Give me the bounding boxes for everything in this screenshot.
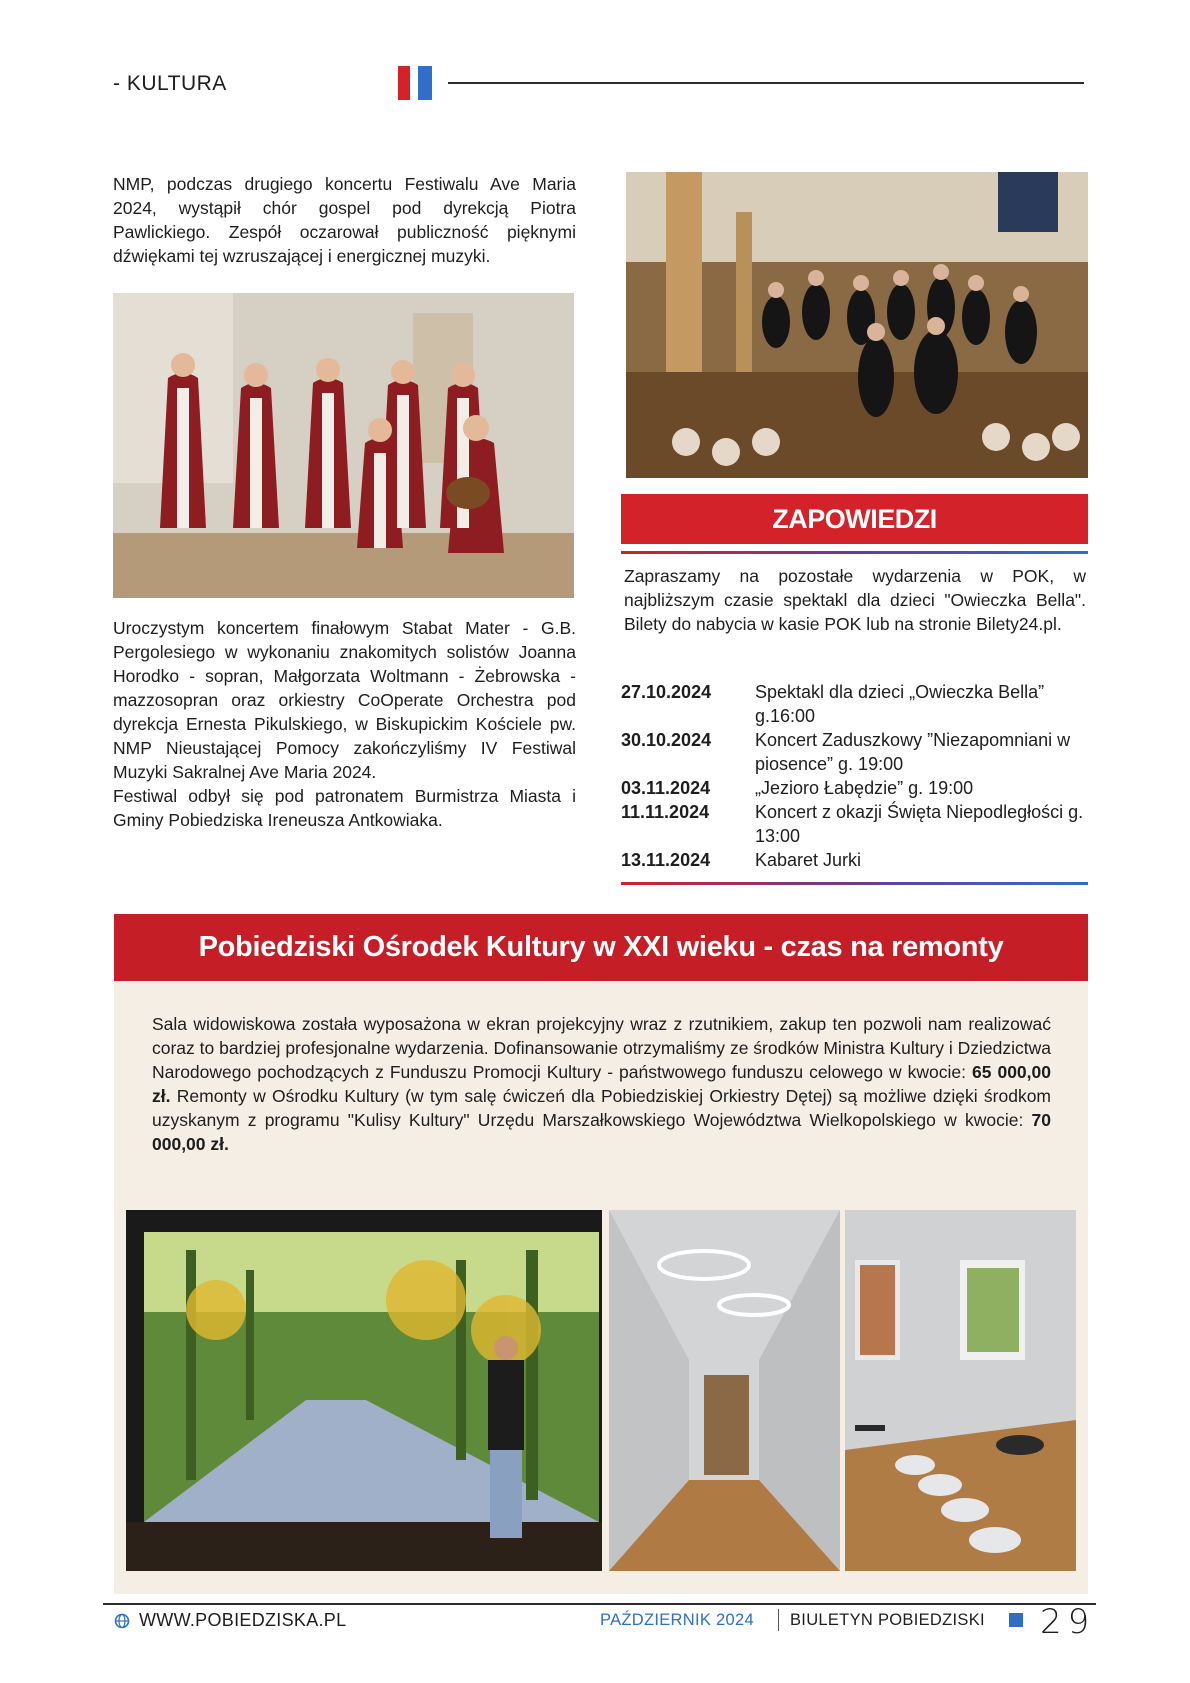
header-divider	[448, 82, 1084, 84]
remonty-title: Pobiedziski Ośrodek Kultury w XXI wieku - czas na remonty	[198, 931, 1004, 963]
remonty-text-1: Sala widowiskowa została wyposażona w ekran projekcyjny wraz z rzutnikiem, zakup ten pozwoli nam realizować coraz to bardziej profesjonalne wydarzenia. Dofinansowanie otrzymaliśmy ze środków Ministra Kultury i Dziedzictwa Narodowego pochodzących z Funduszu Promocji Kultury - państwowego funduszu celowego w kwocie:	[152, 1014, 1051, 1082]
events-list	[621, 680, 1091, 872]
footer-square-marker	[1009, 1613, 1023, 1627]
zapowiedzi-top-rule	[621, 551, 1088, 554]
flag-decoration	[398, 66, 434, 100]
event-description: „Jezioro Łabędzie” g. 19:00	[755, 778, 974, 798]
rehearsal-room-photo	[845, 1210, 1076, 1571]
zapowiedzi-intro: Zapraszamy na pozostałe wydarzenia w POK, w najbliższym czasie spektakl dla dzieci "Owieczka Bella". Bilety do nabycia w kasie POK lub na stronie Bilety24.pl.	[624, 566, 1086, 634]
event-date: 30.10.2024	[621, 730, 712, 750]
gospel-choir-photo	[113, 293, 574, 598]
event-description: Kabaret Jurki	[755, 850, 862, 870]
event-date: 03.11.2024	[621, 778, 711, 798]
finale-paragraph-1: Uroczystym koncertem finałowym Stabat Mater - G.B. Pergolesiego w wykonaniu znakomitych solistów Joanna Horodko - sopran, Małgorzata Woltmann - Żebrowska - mazzosopran oraz orkiestry CoOperate Orchestra pod dyrekcja Ernesta Pikulskiego, w Biskupickim Kościele pw. NMP Nieustającej Pomocy zakończyliśmy IV Festiwal Muzyki Sakralnej Ave Maria 2024.	[113, 618, 576, 782]
remonty-paragraph	[152, 1012, 1051, 1156]
remonty-amount-1: 65 000,00 zł.	[152, 1062, 1051, 1106]
section-label: - KULTURA	[113, 72, 227, 95]
page-number: 29	[1040, 1602, 1096, 1642]
remonty-amount-2: 70 000,00 zł.	[152, 1110, 1051, 1154]
intro-paragraph: NMP, podczas drugiego koncertu Festiwalu Ave Maria 2024, wystąpił chór gospel pod dyrekcją Piotra Pawlickiego. Zespół oczarował publiczność pięknymi dźwiękami tej wzruszającej i energicznej muzyki.	[113, 174, 576, 266]
event-item	[621, 728, 1091, 776]
corridor-photo	[609, 1210, 840, 1571]
footer-separator	[778, 1609, 779, 1631]
event-date: 11.11.2024	[621, 802, 710, 822]
event-item	[621, 680, 1091, 728]
finale-text	[113, 616, 576, 832]
event-date: 27.10.2024	[621, 682, 712, 702]
footer-website-link[interactable]: WWW.POBIEDZISKA.PL	[139, 1610, 347, 1630]
remonty-text-2: Remonty w Ośrodku Kultury (w tym salę ćwiczeń dla Pobiedziskiej Orkiestry Dętej) są możliwe dzięki środkom uzyskanym z programu "Kulisy Kultury" Urzędu Marszałkowskiego Województwa Wielkopolskiego w kwocie:	[152, 1086, 1051, 1130]
footer-issue-date: PAŹDZIERNIK 2024	[600, 1611, 754, 1629]
globe-icon	[114, 1613, 130, 1629]
finale-paragraph-2: Festiwal odbył się pod patronatem Burmistrza Miasta i Gminy Pobiedziska Ireneusza Antkowiaka.	[113, 786, 576, 830]
event-date: 13.11.2024	[621, 850, 711, 870]
footer-divider	[103, 1603, 1096, 1605]
orchestra-church-photo	[626, 172, 1088, 478]
projection-screen-photo	[126, 1210, 602, 1571]
event-description: Koncert z okazji Święta Niepodległości g. 13:00	[755, 802, 1084, 846]
event-description: Koncert Zaduszkowy ”Niezapomniani w piosence” g. 19:00	[755, 730, 1071, 774]
event-description: Spektakl dla dzieci „Owieczka Bella” g.16:00	[755, 682, 1045, 726]
footer-publication-name: BIULETYN POBIEDZISKI	[790, 1611, 985, 1629]
zapowiedzi-title: ZAPOWIEDZI	[772, 504, 937, 534]
event-item	[621, 800, 1091, 848]
zapowiedzi-bottom-rule	[621, 882, 1088, 885]
event-item	[621, 776, 1091, 800]
event-item	[621, 848, 1091, 872]
